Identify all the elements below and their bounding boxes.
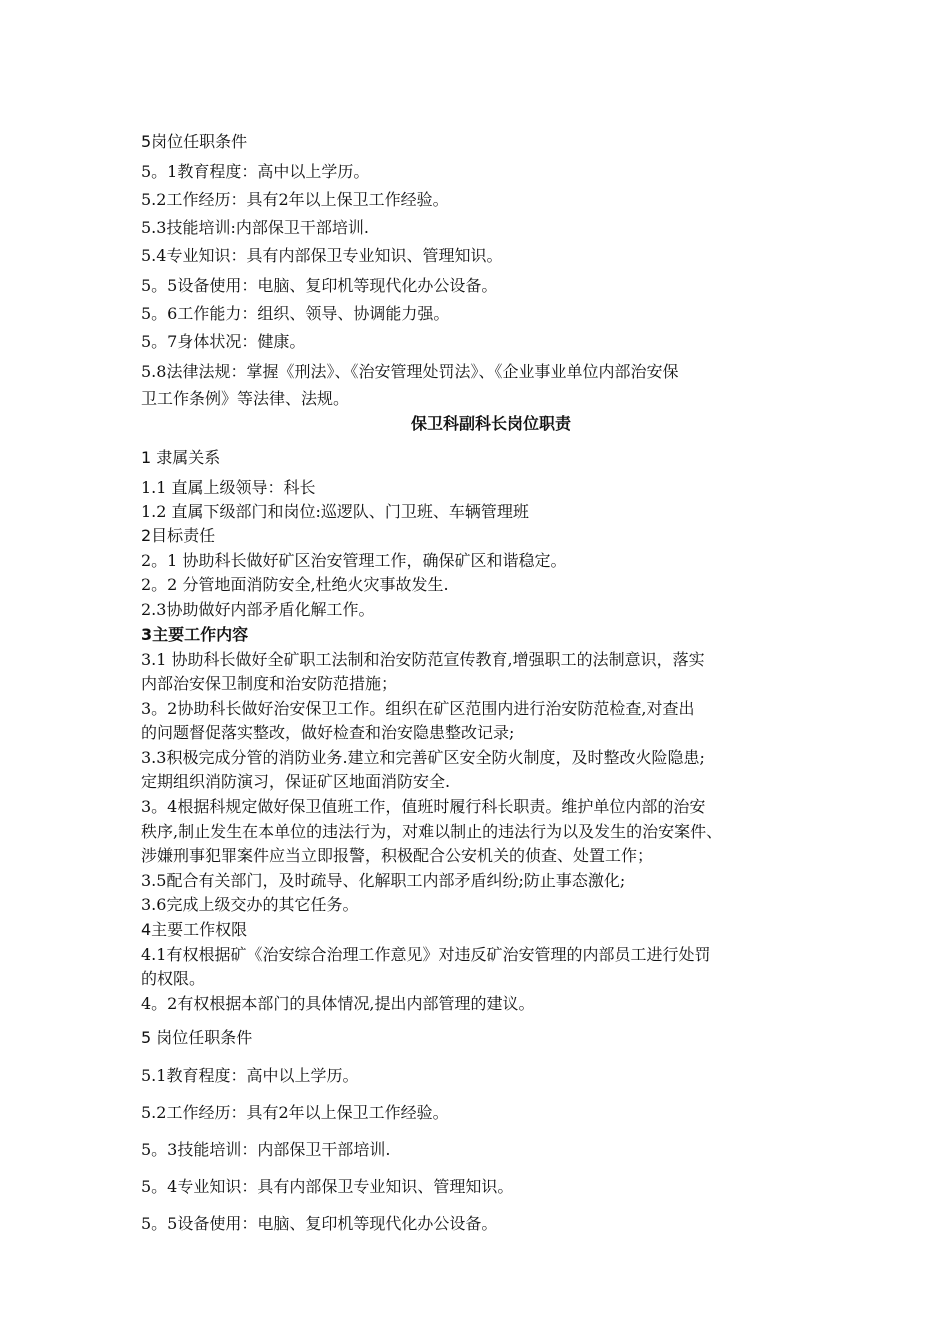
paragraph-line: 2。1 协助科长做好矿区治安管理工作，确保矿区和谐稳定。	[141, 551, 567, 570]
paragraph-line: 4.1有权根据矿《治安综合治理工作意见》对违反矿治安管理的内部员工进行处罚	[141, 945, 711, 964]
section-heading: 2目标责任	[141, 526, 216, 545]
paragraph-line: 5。1教育程度：高中以上学历。	[141, 162, 370, 181]
paragraph-line: 5.2工作经历：具有2年以上保卫工作经验。	[141, 190, 449, 209]
paragraph-line: 5。5设备使用：电脑、复印机等现代化办公设备。	[141, 276, 498, 295]
paragraph-line: 5。6工作能力：组织、领导、协调能力强。	[141, 304, 450, 323]
paragraph-line: 5.2工作经历：具有2年以上保卫工作经验。	[141, 1103, 449, 1122]
paragraph-line: 的问题督促落实整改，做好检查和治安隐患整改记录;	[141, 723, 515, 742]
paragraph-line: 5。7身体状况：健康。	[141, 332, 306, 351]
paragraph-line: 5.1教育程度：高中以上学历。	[141, 1066, 359, 1085]
paragraph-line: 3.1 协助科长做好全矿职工法制和治安防范宣传教育,增强职工的法制意识，落实	[141, 650, 705, 669]
paragraph-line: 5。4专业知识：具有内部保卫专业知识、管理知识。	[141, 1177, 514, 1196]
paragraph-line: 涉嫌刑事犯罪案件应当立即报警，积极配合公安机关的侦查、处置工作；	[141, 846, 654, 865]
paragraph-line: 3。2协助科长做好治安保卫工作。组织在矿区范围内进行治安防范检查,对查出	[141, 699, 695, 718]
paragraph-line: 定期组织消防演习，保证矿区地面消防安全.	[141, 772, 451, 791]
paragraph-line: 3。4根据科规定做好保卫值班工作，值班时履行科长职责。维护单位内部的治安	[141, 797, 706, 816]
paragraph-line: 3.6完成上级交办的其它任务。	[141, 895, 359, 914]
paragraph-line: 5.4专业知识：具有内部保卫专业知识、管理知识。	[141, 246, 503, 265]
paragraph-line: 5。3技能培训：内部保卫干部培训.	[141, 1140, 391, 1159]
paragraph-line: 2.3协助做好内部矛盾化解工作。	[141, 600, 375, 619]
paragraph-line: 5.8法律法规：掌握《刑法》、《治安管理处罚法》、《企业事业单位内部治安保	[141, 362, 679, 381]
section-heading: 1 隶属关系	[141, 448, 221, 467]
paragraph-line: 1.1 直属上级领导：科长	[141, 478, 316, 497]
section-heading: 5 岗位任职条件	[141, 1028, 253, 1047]
paragraph-line: 5。5设备使用：电脑、复印机等现代化办公设备。	[141, 1214, 498, 1233]
paragraph-line: 5.3技能培训:内部保卫干部培训.	[141, 218, 369, 237]
paragraph-line: 卫工作条例》等法律、法规。	[141, 389, 350, 408]
section-heading: 5岗位任职条件	[141, 132, 248, 151]
paragraph-line: 2。2 分管地面消防安全,杜绝火灾事故发生.	[141, 575, 449, 594]
paragraph-line: 的权限。	[141, 969, 206, 988]
paragraph-line: 1.2 直属下级部门和岗位:巡逻队、门卫班、车辆管理班	[141, 502, 529, 521]
section-heading: 4主要工作权限	[141, 920, 248, 939]
document-title: 保卫科副科长岗位职责	[410, 414, 571, 433]
section-heading: 3主要工作内容	[141, 625, 249, 644]
paragraph-line: 4。2有权根据本部门的具体情况,提出内部管理的建议。	[141, 994, 535, 1013]
paragraph-line: 秩序,制止发生在本单位的违法行为，对难以制止的违法行为以及发生的治安案件、	[141, 822, 723, 841]
paragraph-line: 3.3积极完成分管的消防业务.建立和完善矿区安全防火制度，及时整改火险隐患;	[141, 748, 705, 767]
paragraph-line: 3.5配合有关部门，及时疏导、化解职工内部矛盾纠纷;防止事态激化;	[141, 871, 626, 890]
paragraph-line: 内部治安保卫制度和治安防范措施；	[141, 674, 398, 693]
